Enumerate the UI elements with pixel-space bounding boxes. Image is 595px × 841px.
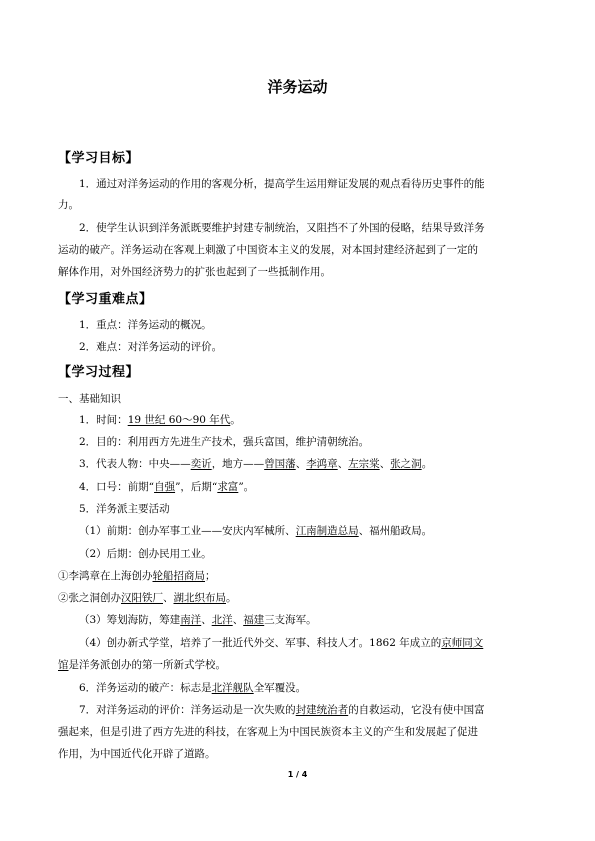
navy-label: （3）筹划海防，筹建 <box>79 614 181 626</box>
activity-li <box>58 569 216 583</box>
punct: ”。 <box>238 481 255 493</box>
hanyang-ironworks: 汉阳铁厂 <box>121 592 163 604</box>
punct: 、 <box>232 614 244 626</box>
person-zuo: 左宗棠 <box>348 458 380 470</box>
goal-1-line-2: 力。 <box>58 199 79 211</box>
item-time <box>79 413 241 427</box>
li-label: ①李鸿章在上海创办 <box>58 570 153 582</box>
item-evaluation-line-2: 强起来，但是引进了西方先进的科技，在客观上为中国民族资本主义的产生和发展起了促进 <box>58 726 478 738</box>
punct: 、 <box>379 458 391 470</box>
punct: 、 <box>295 458 307 470</box>
punct: 。 <box>226 592 237 604</box>
slogan-early: 自强 <box>154 481 176 493</box>
punct: 、 <box>201 614 212 626</box>
activity-early <box>79 524 432 538</box>
section-heading-goals: 【学习目标】 <box>58 151 140 166</box>
person-li: 李鸿章 <box>306 458 338 470</box>
people-label: 3．代表人物：中央—— <box>79 458 191 470</box>
item-people <box>79 457 432 471</box>
punct: 。 <box>230 414 241 426</box>
early-label: （1）前期：创办军事工业——安庆内军械所、 <box>79 525 296 537</box>
punct: 、 <box>163 592 174 604</box>
keypoint-2: 2．难点：对洋务运动的评价。 <box>79 341 223 353</box>
item-time-label: 1．时间： <box>79 414 128 426</box>
punct: 。 <box>421 458 433 470</box>
early-suffix: 、福州船政局。 <box>358 525 433 537</box>
punct: 、 <box>337 458 349 470</box>
item-slogan <box>79 480 254 494</box>
keypoint-1: 1．重点：洋务运动的概况。 <box>79 319 212 331</box>
people-mid: ，地方—— <box>211 458 265 470</box>
failure-label: 6．洋务运动的破产：标志是 <box>79 682 212 694</box>
slogan-label: 4．口号：前期“ <box>79 481 155 493</box>
activity-zhang <box>58 591 237 605</box>
hubei-textile: 湖北织布局 <box>173 592 226 604</box>
school-label: （4）创办新式学堂，培养了一批近代外交、军事、科技人才。1862 年成立的 <box>79 637 442 649</box>
feudal-rulers: 封建统治者 <box>295 704 349 716</box>
navy-fujian: 福建 <box>243 614 265 626</box>
navy-suffix: 三支海军。 <box>264 614 317 626</box>
jiangnan-arsenal: 江南制造总局 <box>295 525 359 537</box>
goal-1-line-1: 1．通过对洋务运动的作用的客观分析，提高学生运用辩证发展的观点看待历史事件的能 <box>79 178 485 190</box>
item-main-activities: 5．洋务派主要活动 <box>79 503 170 515</box>
navy-nanyang: 南洋 <box>180 614 202 626</box>
slogan-mid: ”，后期“ <box>175 481 218 493</box>
page-number: 1 / 4 <box>287 770 308 779</box>
page-title: 洋务运动 <box>267 78 328 96</box>
goal-2-line-3: 解体作用，对外国经济势力的扩张也起到了一些抵制作用。 <box>58 266 331 278</box>
person-zhang: 张之洞 <box>390 458 422 470</box>
goal-2-line-1: 2．使学生认识到洋务派既要维护封建专制统治，又阻挡不了外国的侵略，结果导致洋务 <box>79 222 485 234</box>
failure-suffix: 全军覆没。 <box>253 682 307 694</box>
activity-late: （2）后期：创办民用工业。 <box>79 548 212 560</box>
person-zeng: 曾国藩 <box>264 458 296 470</box>
merchants-steam: 轮船招商局 <box>152 570 205 582</box>
tongwenguan-part2: 馆 <box>58 659 69 671</box>
evaluation-suffix: 的自救运动，它没有使中国富 <box>348 704 485 716</box>
basic-knowledge-heading: 一、基础知识 <box>58 393 121 405</box>
item-evaluation-line-3: 作用，为中国近代化开辟了道路。 <box>58 748 216 760</box>
item-evaluation-line-1 <box>79 703 485 717</box>
activity-navy <box>79 613 317 627</box>
item-aim: 2．目的：利用西方先进生产技术，强兵富国，维护清朝统治。 <box>79 436 370 448</box>
time-value: 19 世纪 60～90 年代 <box>127 414 231 426</box>
activity-school-line-1 <box>79 636 483 650</box>
navy-beiyang: 北洋 <box>211 614 233 626</box>
section-heading-keypoints: 【学习重难点】 <box>58 292 153 307</box>
punct: ； <box>205 570 216 582</box>
zhang-label: ②张之洞创办 <box>58 592 121 604</box>
school-suffix: 是洋务派创办的第一所新式学校。 <box>68 659 226 671</box>
goal-2-line-2: 运动的破产。洋务运动在客观上刺激了中国资本主义的发展，对本国封建经济起到了一定的 <box>58 244 478 256</box>
item-failure <box>79 681 306 695</box>
activity-school-line-2 <box>58 658 226 672</box>
evaluation-label: 7．对洋务运动的评价：洋务运动是一次失败的 <box>79 704 296 716</box>
tongwenguan-part1: 京师同文 <box>441 637 484 649</box>
person-yixin: 奕䜣 <box>190 458 212 470</box>
slogan-late: 求富 <box>217 481 239 493</box>
beiyang-fleet: 北洋舰队 <box>211 682 254 694</box>
section-heading-process: 【学习过程】 <box>58 365 140 380</box>
